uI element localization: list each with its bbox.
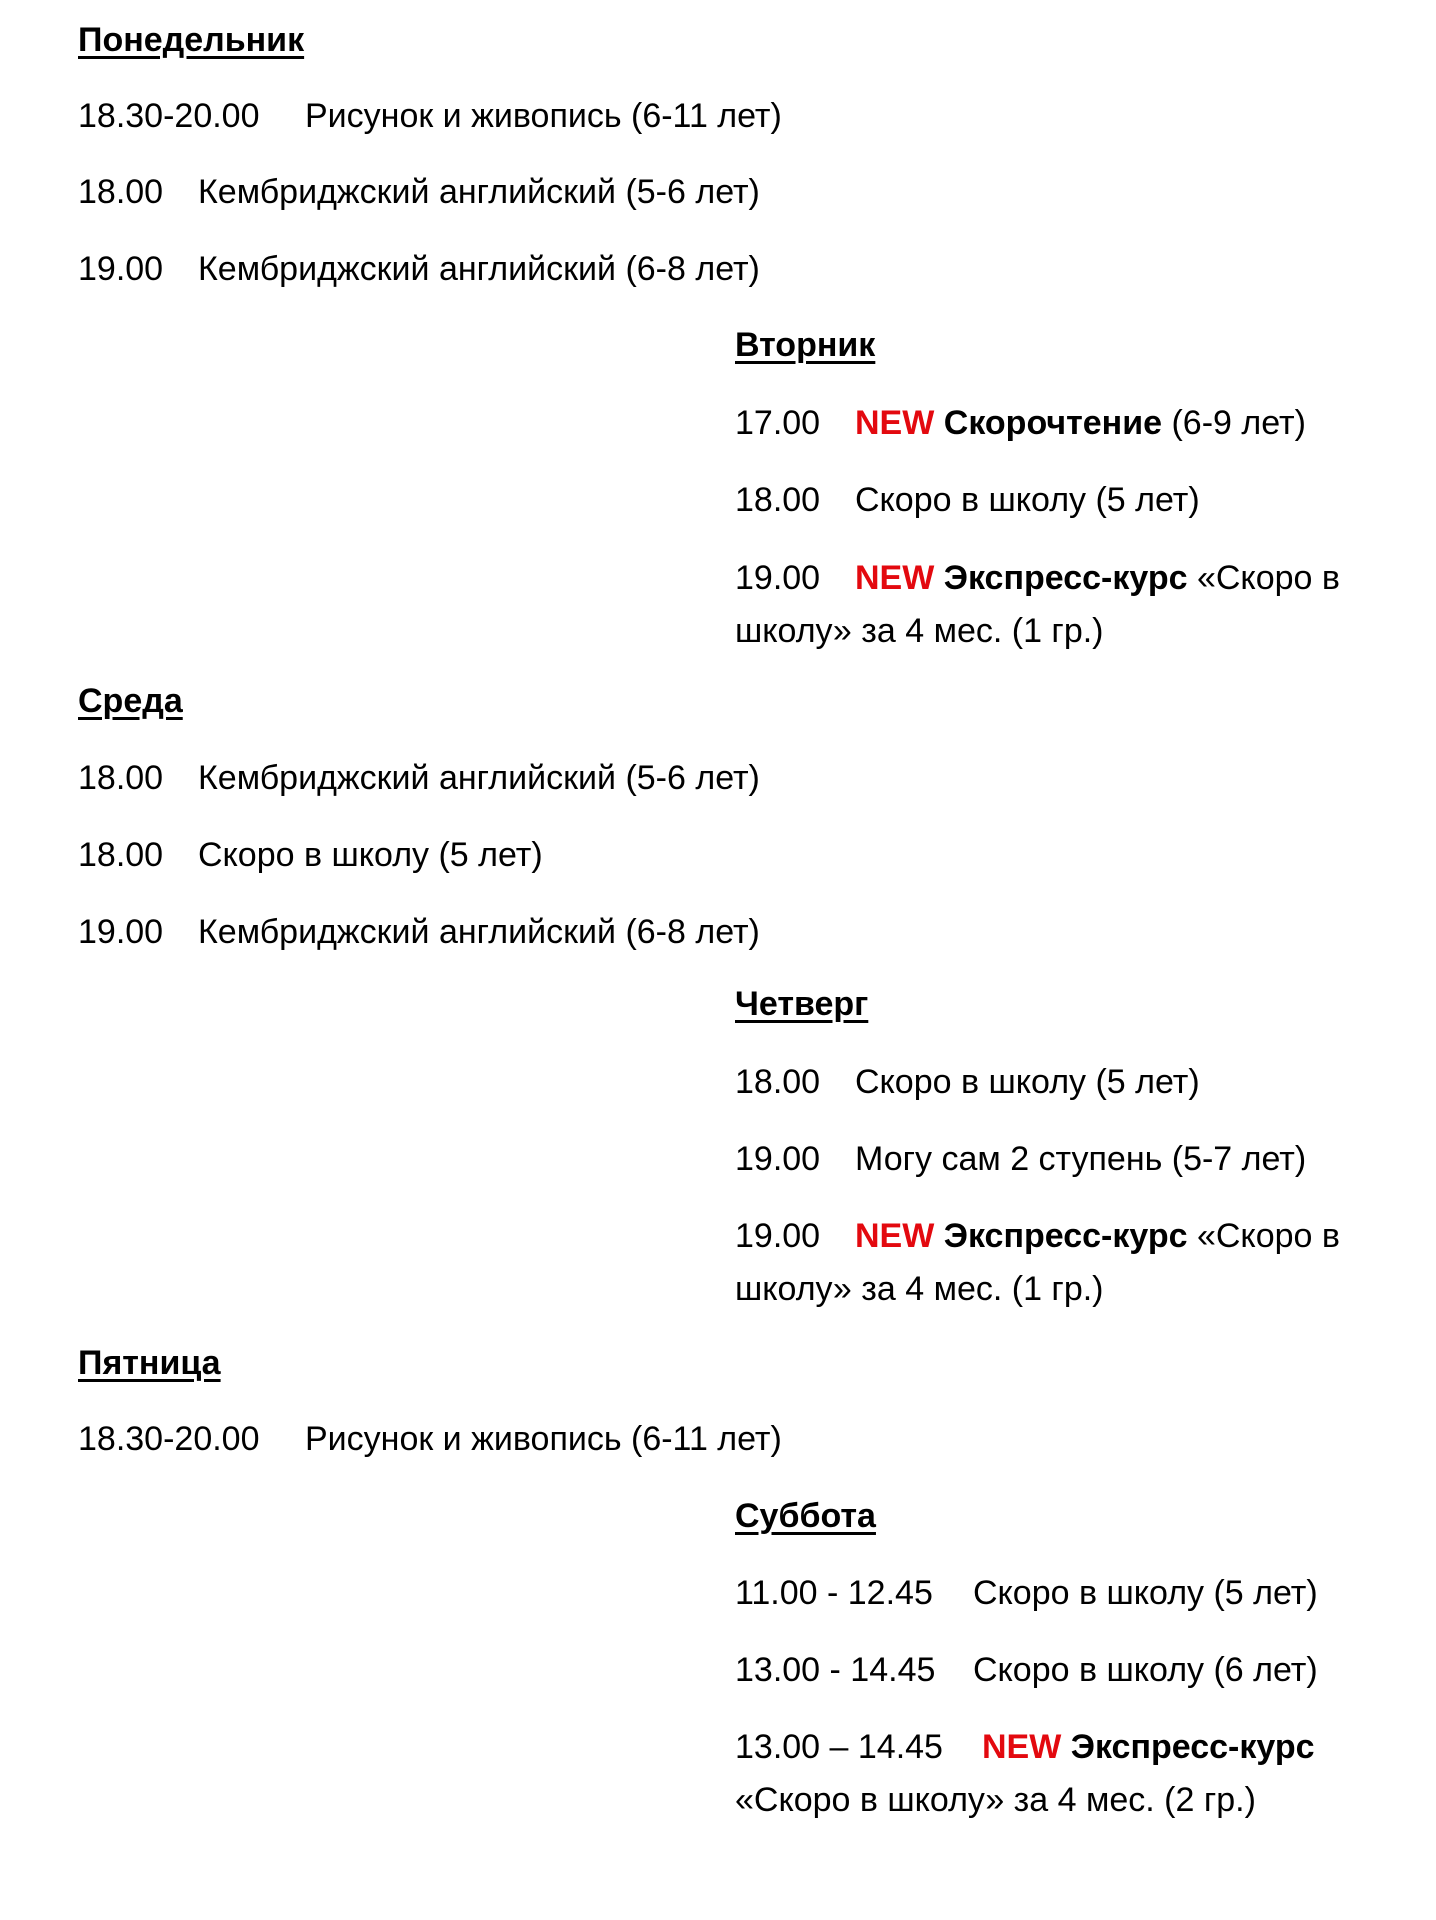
course-name: Экспресс-курс — [943, 1217, 1188, 1255]
entry-time: 19.00 — [735, 1140, 821, 1178]
entry-time: 18.00 — [78, 836, 164, 874]
day-heading-thursday: Четверг — [735, 985, 869, 1023]
new-badge: NEW — [982, 1728, 1062, 1766]
entry-title: Скоро в школу (6 лет) — [973, 1651, 1318, 1689]
entry-time: 13.00 - 14.45 — [735, 1651, 936, 1689]
entry-time: 17.00 — [735, 404, 821, 442]
entry-title: Кембриджский английский (5-6 лет) — [198, 759, 760, 797]
entry-title: Рисунок и живопись (6-11 лет) — [305, 97, 782, 135]
new-badge: NEW — [855, 559, 935, 597]
day-heading-monday: Понедельник — [78, 21, 305, 59]
entry-time: 19.00 — [78, 250, 164, 288]
entry-time: 11.00 - 12.45 — [735, 1574, 933, 1612]
entry-title — [855, 406, 1306, 440]
day-heading-friday: Пятница — [78, 1344, 221, 1382]
new-badge: NEW — [855, 404, 935, 442]
entry-title — [982, 1730, 1315, 1764]
course-details: «Скоро в — [1196, 1217, 1340, 1255]
entry-time: 19.00 — [78, 913, 164, 951]
entry-time: 19.00 — [735, 1217, 821, 1255]
new-badge: NEW — [855, 1217, 935, 1255]
schedule-entry-continuation: школу» за 4 мес. (1 гр.) — [735, 1270, 1104, 1308]
entry-title: Скоро в школу (5 лет) — [973, 1574, 1318, 1612]
entry-title — [855, 561, 1340, 595]
course-details: (6-9 лет) — [1171, 404, 1306, 442]
entry-title: Кембриджский английский (5-6 лет) — [198, 173, 760, 211]
entry-time: 18.00 — [78, 759, 164, 797]
entry-time: 18.00 — [735, 1063, 821, 1101]
schedule-entry-continuation: «Скоро в школу» за 4 мес. (2 гр.) — [735, 1781, 1256, 1819]
entry-title — [855, 1219, 1340, 1253]
course-name: Экспресс-курс — [943, 559, 1188, 597]
entry-time: 18.30-20.00 — [78, 1420, 260, 1458]
day-heading-saturday: Суббота — [735, 1497, 876, 1535]
entry-time: 18.30-20.00 — [78, 97, 260, 135]
entry-time: 13.00 – 14.45 — [735, 1728, 943, 1766]
course-details: «Скоро в — [1196, 559, 1340, 597]
entry-time: 19.00 — [735, 559, 821, 597]
course-name: Экспресс-курс — [1070, 1728, 1315, 1766]
day-heading-wednesday: Среда — [78, 682, 183, 720]
course-name: Скорочтение — [943, 404, 1163, 442]
entry-title: Рисунок и живопись (6-11 лет) — [305, 1420, 782, 1458]
entry-title: Кембриджский английский (6-8 лет) — [198, 913, 760, 951]
entry-title: Скоро в школу (5 лет) — [198, 836, 543, 874]
entry-title: Могу сам 2 ступень (5-7 лет) — [855, 1140, 1307, 1178]
entry-title: Кембриджский английский (6-8 лет) — [198, 250, 760, 288]
entry-title: Скоро в школу (5 лет) — [855, 1063, 1200, 1101]
day-heading-tuesday: Вторник — [735, 326, 876, 364]
entry-time: 18.00 — [78, 173, 164, 211]
schedule-entry-continuation: школу» за 4 мес. (1 гр.) — [735, 612, 1104, 650]
entry-time: 18.00 — [735, 481, 821, 519]
entry-title: Скоро в школу (5 лет) — [855, 481, 1200, 519]
